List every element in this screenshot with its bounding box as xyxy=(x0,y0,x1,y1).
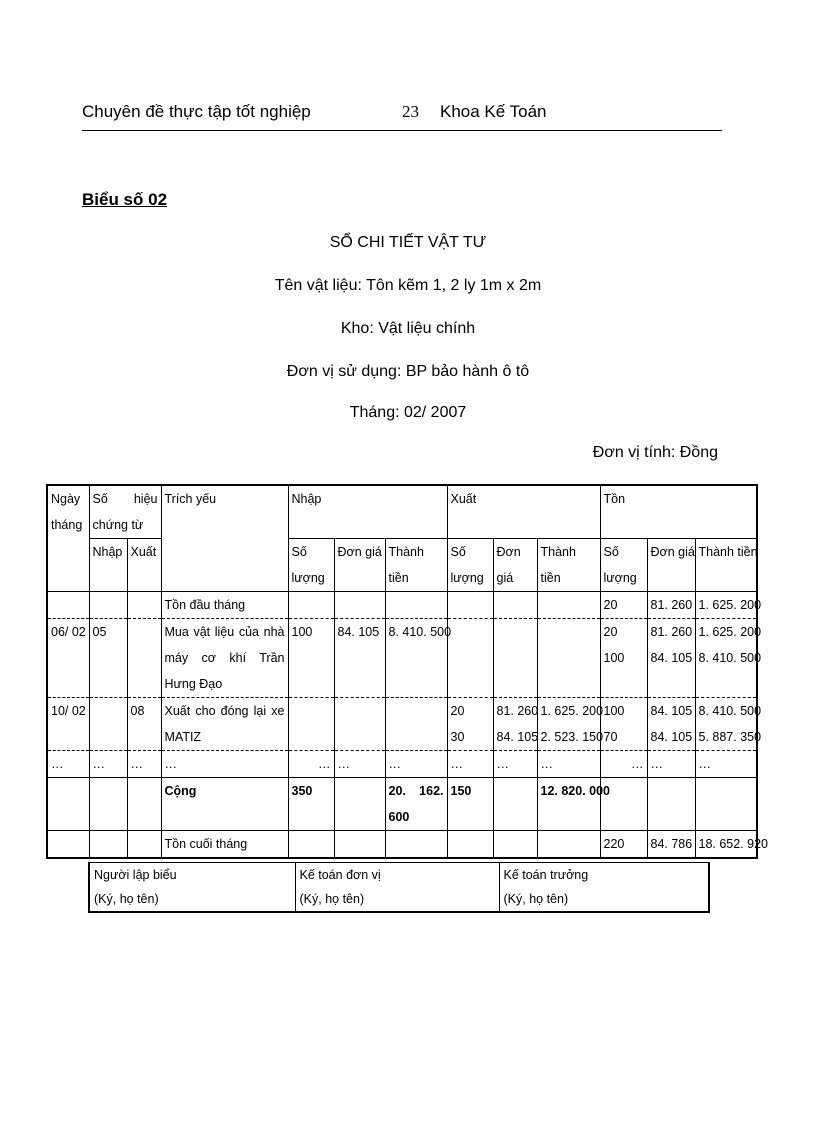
row-in-qty: 100 xyxy=(288,619,334,698)
row-date: 10/ 02 xyxy=(47,698,89,751)
row-summary: Xuất cho đóng lại xe MATIZ xyxy=(161,698,288,751)
header-row-1 xyxy=(47,485,757,539)
row-stock-qty: 20 100 xyxy=(600,619,647,698)
col-stock-qty: Số lượng xyxy=(600,539,647,592)
row-out-qty: 20 30 xyxy=(447,698,493,751)
opening-price: 81. 260 xyxy=(647,592,695,619)
row-out-voucher: 08 xyxy=(127,698,161,751)
opening-qty: 20 xyxy=(600,592,647,619)
col-voucher-header: Số hiệu chứng từ xyxy=(89,485,161,539)
form-number: Biểu số 02 xyxy=(82,190,168,209)
ledger-table xyxy=(46,484,769,859)
ellipsis-row: … … … … … … … … … … … … … xyxy=(47,751,757,778)
col-voucher-out: Xuất xyxy=(127,539,161,592)
row-in-price: 84. 105 xyxy=(334,619,385,698)
document-title: SỔ CHI TIẾT VẬT TƯ xyxy=(329,234,487,251)
col-export-price: Đơn giá xyxy=(493,539,537,592)
col-import-amount: Thành tiền xyxy=(385,539,447,592)
signature-preparer: Người lập biểu (Ký, họ tên) xyxy=(89,863,295,913)
col-export-amount: Thành tiền xyxy=(537,539,600,592)
closing-qty: 220 xyxy=(600,831,647,859)
row-out-amount: 1. 625. 200 2. 523. 150 xyxy=(537,698,600,751)
header-topic: Chuyên đề thực tập tốt nghiệp xyxy=(82,102,311,121)
closing-label: Tồn cuối tháng xyxy=(161,831,288,859)
col-import-price: Đơn giá xyxy=(334,539,385,592)
closing-amount: 18. 652. 920 xyxy=(695,831,757,859)
total-out-qty: 150 xyxy=(447,778,493,831)
total-row xyxy=(47,778,757,831)
row-out-price: 81. 260 84. 105 xyxy=(493,698,537,751)
row-stock-price: 84. 105 84. 105 xyxy=(647,698,695,751)
signature-unit-accountant: Kế toán đơn vị (Ký, họ tên) xyxy=(295,863,499,913)
total-label: Cộng xyxy=(161,778,288,831)
opening-balance-row xyxy=(47,592,757,619)
total-in-amount: 20. 162. 600 xyxy=(385,778,447,831)
col-stock-header: Tồn xyxy=(600,485,757,539)
opening-amount: 1. 625. 200 xyxy=(695,592,757,619)
col-stock-price: Đơn giá xyxy=(647,539,695,592)
currency-unit: Đơn vị tính: Đồng xyxy=(592,444,718,461)
col-stock-amount: Thành tiền xyxy=(695,539,757,592)
closing-price: 84. 786 xyxy=(647,831,695,859)
page-number: 23 xyxy=(402,102,419,121)
row-in-voucher: 05 xyxy=(89,619,127,698)
total-out-amount: 12. 820. 000 xyxy=(537,778,600,831)
col-voucher-in: Nhập xyxy=(89,539,127,592)
table-row xyxy=(47,698,757,751)
row-in-amount: 8. 410. 500 xyxy=(385,619,447,698)
row-stock-amount: 1. 625. 200 8. 410. 500 xyxy=(695,619,757,698)
using-unit-line: Đơn vị sử dụng: BP bảo hành ô tô xyxy=(286,363,530,380)
header-faculty: Khoa Kế Toán xyxy=(440,102,547,121)
row-date: 06/ 02 xyxy=(47,619,89,698)
row-stock-qty: 100 70 xyxy=(600,698,647,751)
header-row-2 xyxy=(47,539,757,592)
table-row xyxy=(47,619,757,698)
col-import-qty: Số lượng xyxy=(288,539,334,592)
row-stock-amount: 8. 410. 500 5. 887. 350 xyxy=(695,698,757,751)
row-summary: Mua vật liệu của nhà máy cơ khí Trần Hưng Đạo xyxy=(161,619,288,698)
page-header xyxy=(82,96,722,131)
signature-chief-accountant: Kế toán trưởng (Ký, họ tên) xyxy=(499,863,709,913)
material-name: Tên vật liệu: Tôn kẽm 1, 2 ly 1m x 2m xyxy=(274,277,542,294)
opening-label: Tồn đầu tháng xyxy=(161,592,288,619)
month-line: Tháng: 02/ 2007 xyxy=(349,404,467,421)
signature-block xyxy=(88,862,710,913)
col-export-header: Xuất xyxy=(447,485,600,539)
col-import-header: Nhập xyxy=(288,485,447,539)
col-date-header: Ngày tháng xyxy=(47,485,89,592)
closing-balance-row xyxy=(47,831,757,859)
row-stock-price: 81. 260 84. 105 xyxy=(647,619,695,698)
col-summary-header: Trích yếu xyxy=(161,485,288,592)
warehouse-line: Kho: Vật liệu chính xyxy=(340,320,476,337)
total-in-qty: 350 xyxy=(288,778,334,831)
col-export-qty: Số lượng xyxy=(447,539,493,592)
